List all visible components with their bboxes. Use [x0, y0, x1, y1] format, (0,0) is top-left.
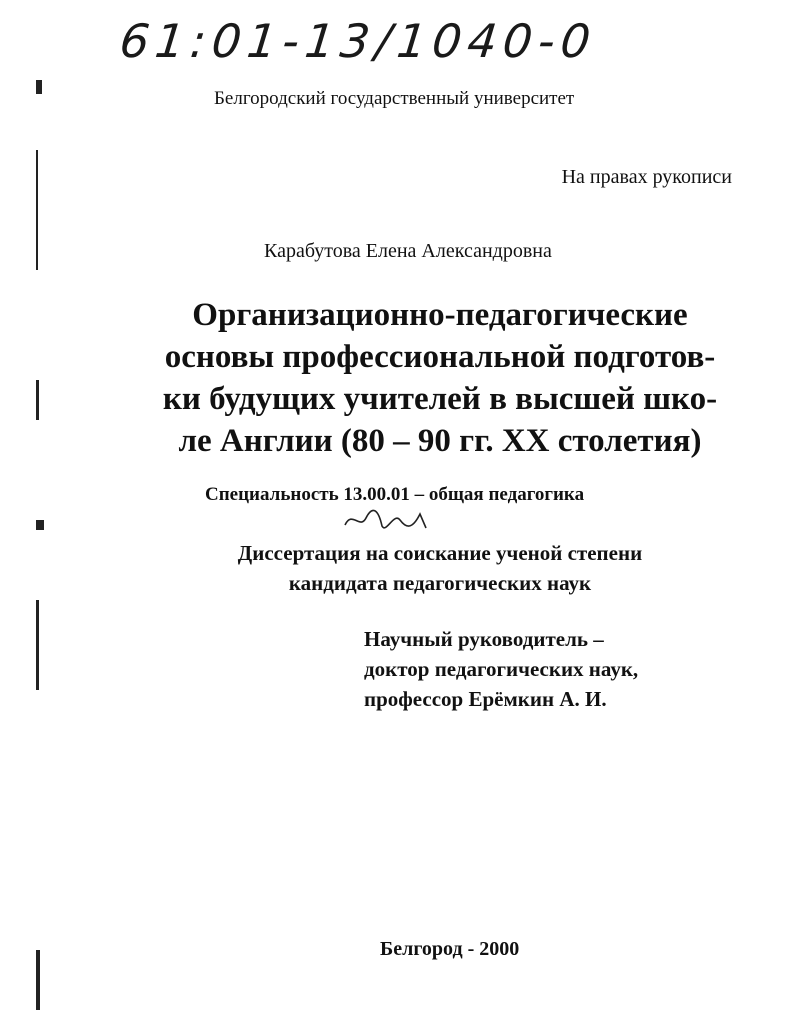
supervisor-line: доктор педагогических наук, [364, 657, 639, 681]
signature-scribble [340, 500, 440, 540]
title-line: основы профессиональной подготов- [164, 339, 716, 375]
title-line: ки будущих учителей в высшей шко- [162, 381, 718, 417]
dissertation-degree [120, 538, 760, 598]
supervisor-line: Научный руководитель – [364, 627, 604, 651]
scientific-supervisor [364, 624, 638, 714]
archive-code-handwritten: 61:01-13/1040-0 [117, 14, 599, 68]
supervisor-line: профессор Ерёмкин А. И. [364, 687, 607, 711]
city-year: Белгород - 2000 [380, 938, 520, 960]
title-line: ле Англии (80 – 90 гг. XX столетия) [178, 423, 702, 459]
author-name: Карабутова Елена Александровна [264, 240, 552, 262]
dissertation-title [120, 294, 760, 462]
degree-line: Диссертация на соискание ученой степени [237, 541, 643, 565]
specialty-line: Специальность 13.00.01 – общая педагогика [205, 484, 585, 505]
university-name: Белгородский государственный университет [214, 88, 575, 109]
scan-edge-marks [36, 0, 46, 1026]
title-line: Организационно-педагогические [192, 297, 688, 333]
manuscript-note: На правах рукописи [561, 166, 732, 188]
degree-line: кандидата педагогических наук [288, 571, 592, 595]
